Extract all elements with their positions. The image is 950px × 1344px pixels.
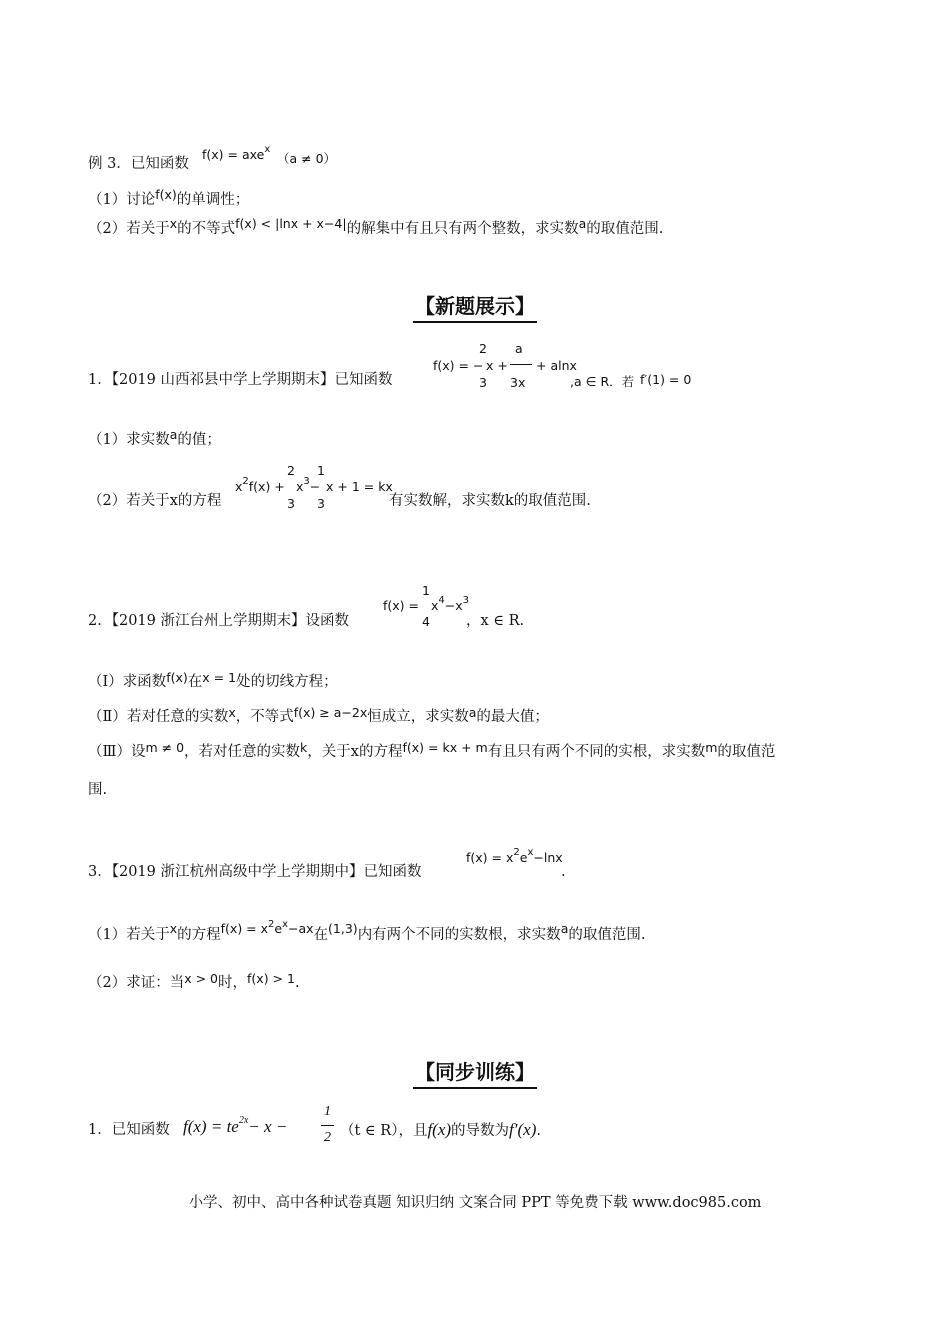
p1-cond2: f′(1) = 0 xyxy=(640,372,692,387)
section-new-heading: 【新题展示】 xyxy=(0,290,950,323)
p2-q3: （Ⅲ）设m ≠ 0，若对任意的实数k，关于x的方程f(x) = kx + m有且只有两个不同的实根，求实数m的取值范 xyxy=(88,740,776,760)
p2-q3-wrap: 围. xyxy=(88,782,108,798)
example3-q1: （1）讨论f(x)的单调性； xyxy=(88,187,250,208)
p1-frac2-den: 3x xyxy=(510,375,526,390)
p1-q2: （2）若关于x的方程 xyxy=(88,493,222,509)
p1-frac2-num: a xyxy=(515,341,523,356)
p2-cond: ，x ∈ R. xyxy=(466,613,525,629)
p2-frac-den: 4 xyxy=(422,614,430,629)
p1-q2-frac1-num: 2 xyxy=(287,463,295,478)
p1-q1: （1）求实数a的值； xyxy=(88,427,221,448)
p1-q2-frac2-num: 1 xyxy=(317,463,325,478)
p2-f-body: $x^4-x^3$ xyxy=(431,595,470,613)
p1-frac1-den: 3 xyxy=(479,375,487,390)
p1-f-tail: + alnx xyxy=(536,358,577,373)
p2-f-left: f(x) = xyxy=(383,598,419,613)
s1-frac-den: 2 xyxy=(324,1130,331,1145)
p3-function: $f(x) = x^2e^x-\ln x$ xyxy=(466,847,563,865)
p1-cond: ,a ∈ R．若 xyxy=(570,374,635,389)
s1-frac-bar xyxy=(321,1125,334,1126)
s1-statement: 1．已知函数 xyxy=(88,1122,170,1138)
p3-dot: . xyxy=(561,864,566,880)
p3-q2: （2）求证：当x > 0时，f(x) > 1. xyxy=(88,971,300,991)
p1-frac1-num: 2 xyxy=(479,341,487,356)
example3-condition: （a ≠ 0） xyxy=(277,151,337,166)
p1-q2-frac2-den: 3 xyxy=(317,496,325,511)
section-sync-heading: 【同步训练】 xyxy=(0,1056,950,1089)
p1-q2-tail: x + 1 = kx xyxy=(326,479,393,494)
p3-statement: 3．【2019 浙江杭州高级中学上学期期中】已知函数 xyxy=(88,864,422,880)
p3-q1: （1）若关于x的方程$f(x) = x^2e^x-ax$在(1,3)内有两个不同的实数根，求实数a的取值范围. xyxy=(88,919,646,943)
example3-function: f(x) = axe$^x$ xyxy=(202,144,271,162)
example3-statement xyxy=(88,154,189,174)
p2-frac-num: 1 xyxy=(422,583,430,598)
p1-q2-post: 有实数解，求实数k的取值范围. xyxy=(389,493,591,509)
s1-function: $f(x) = te^{2x}- x$ − xyxy=(183,1115,288,1136)
page-footer: 小学、初中、高中各种试卷真题 知识归纳 文案合同 PPT 等免费下载 www.doc985.com xyxy=(188,1195,762,1211)
example3-q2: （2）若关于x的不等式f(x) < |lnx + x−4|的解集中有且只有两个整数，求实数a的取值范围. xyxy=(88,216,664,237)
p1-frac2-bar xyxy=(510,364,532,365)
p1-q2-x2: $x^2f(x)$ + xyxy=(235,476,285,494)
p1-f-left: f(x) = − xyxy=(433,358,484,373)
s1-cond: （t ∈ R），且f(x)的导数为f′(x). xyxy=(340,1120,541,1139)
p2-statement: 2．【2019 浙江台州上学期期末】设函数 xyxy=(88,613,349,629)
p1-statement: 1．【2019 山西祁县中学上学期期末】已知函数 xyxy=(88,372,393,388)
example3-lead: 例 3．已知函数 xyxy=(88,156,189,172)
p1-f-x: x + xyxy=(486,358,508,373)
p2-q1: （Ⅰ）求函数f(x)在x = 1处的切线方程； xyxy=(88,670,338,690)
s1-frac-num: 1 xyxy=(324,1104,331,1119)
p1-q2-x3: $x^3-$ xyxy=(296,476,321,494)
p1-q2-frac1-den: 3 xyxy=(287,496,295,511)
p2-q2: （Ⅱ）若对任意的实数x，不等式f(x) ≥ a−2x恒成立，求实数a的最大值； xyxy=(88,705,549,725)
